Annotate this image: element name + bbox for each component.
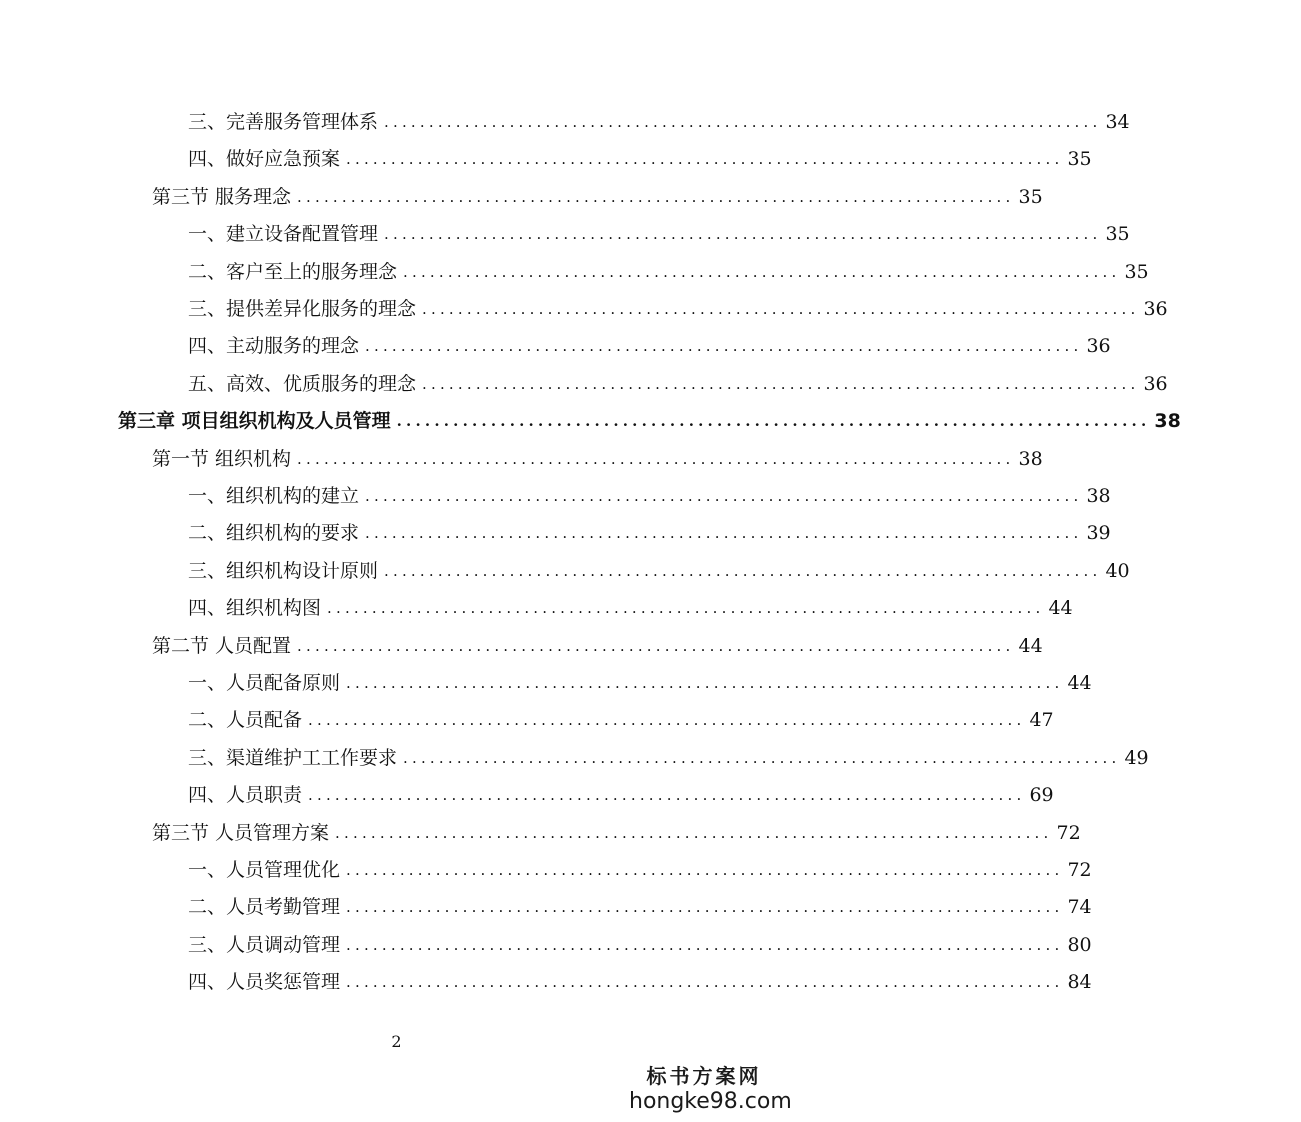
- toc-entry-label: 一、人员管理优化: [188, 859, 341, 881]
- toc-section-entry[interactable]: [0, 811, 1081, 845]
- toc-item-entry[interactable]: [0, 511, 1111, 545]
- toc-entry-label: 三、人员调动管理: [188, 933, 341, 956]
- toc-item-entry[interactable]: [0, 549, 1130, 583]
- toc-entry-label: 二、组织机构的要求: [188, 522, 360, 545]
- toc-page-number: 44: [1048, 597, 1073, 620]
- toc-leader-and-page: [397, 260, 1269, 284]
- toc-entry-label: 二、人员考勤管理: [188, 896, 341, 919]
- toc-dot-leader: ................................................................................: [346, 150, 1064, 169]
- toc-leader-and-page: [302, 708, 1174, 732]
- toc-page-number: 72: [1067, 859, 1092, 881]
- toc-dot-leader: ................................................................................: [297, 187, 1015, 206]
- toc-dot-leader: ................................................................................: [297, 449, 1015, 468]
- toc-entry-label: 四、做好应急预案: [188, 148, 341, 171]
- toc-leader-and-page: [359, 334, 1231, 358]
- toc-section-entry[interactable]: [0, 624, 1043, 658]
- toc-entry-label: 一、建立设备配置管理: [188, 223, 379, 246]
- toc-page-number: 84: [1067, 971, 1092, 994]
- toc-entry-label: 四、主动服务的理念: [188, 335, 360, 358]
- toc-page-number: 40: [1105, 559, 1130, 582]
- toc-page-number: 39: [1086, 522, 1111, 545]
- toc-item-entry[interactable]: [0, 250, 1149, 284]
- toc-entry-label: 三、组织机构设计原则: [188, 559, 379, 582]
- toc-entry-label: 五、高效、优质服务的理念: [188, 372, 417, 395]
- toc-item-entry[interactable]: [0, 474, 1111, 508]
- toc-dot-leader: ................................................................................: [335, 823, 1053, 842]
- toc-chapter-entry[interactable]: [0, 399, 1181, 433]
- toc-dot-leader: ................................................................................: [403, 262, 1121, 281]
- toc-page-number: 47: [1029, 709, 1054, 732]
- toc-entry-label: 一、人员配备原则: [188, 672, 341, 694]
- toc-page-number: 44: [1067, 672, 1092, 694]
- watermark-logo: [629, 1060, 792, 1114]
- toc-entry-label: 四、人员职责: [188, 784, 303, 807]
- toc-page-number: 69: [1029, 784, 1054, 807]
- toc-item-entry[interactable]: [0, 773, 1054, 807]
- page-number: 2: [391, 1032, 402, 1051]
- toc-page-number: 80: [1067, 933, 1092, 956]
- toc-page-number: 36: [1086, 335, 1111, 358]
- toc-item-entry[interactable]: [0, 736, 1149, 770]
- toc-leader-and-page: [291, 185, 1163, 209]
- toc-dot-leader: ................................................................................: [384, 561, 1102, 580]
- toc-dot-leader: ................................................................................: [403, 748, 1121, 767]
- toc-item-entry[interactable]: [0, 885, 1092, 919]
- toc-item-entry[interactable]: [0, 698, 1054, 732]
- toc-leader-and-page: [340, 147, 1212, 171]
- toc-leader-and-page: [397, 746, 1269, 770]
- toc-dot-leader: ................................................................................: [365, 487, 1083, 505]
- toc-leader-and-page: [378, 222, 1250, 246]
- toc-page-number: 44: [1018, 634, 1043, 657]
- toc-entry-label: 三、提供差异化服务的理念: [188, 298, 417, 320]
- toc-entry-label: 第一节 组织机构: [152, 447, 292, 470]
- toc-dot-leader: ................................................................................: [308, 786, 1026, 805]
- toc-item-entry[interactable]: [0, 848, 1092, 882]
- toc-page-number: 35: [1018, 185, 1043, 208]
- toc-leader-and-page: [391, 409, 1301, 433]
- toc-page-number: 35: [1124, 260, 1149, 283]
- toc-dot-leader: ................................................................................: [384, 113, 1102, 131]
- toc-page-number: 38: [1086, 485, 1111, 507]
- toc-item-entry[interactable]: [0, 324, 1111, 358]
- toc-dot-leader: ................................................................................: [346, 973, 1064, 992]
- toc-leader-and-page: [291, 634, 1163, 658]
- toc-leader-and-page: [340, 970, 1212, 994]
- watermark-url: hongke98.com: [629, 1089, 792, 1114]
- toc-dot-leader: ................................................................................: [365, 524, 1083, 543]
- toc-item-entry[interactable]: [0, 661, 1092, 695]
- toc-leader-and-page: [321, 596, 1193, 620]
- toc-item-entry[interactable]: [0, 960, 1092, 994]
- toc-dot-leader: ................................................................................: [422, 300, 1140, 318]
- toc-page-number: 38: [1018, 447, 1043, 470]
- toc-dot-leader: ................................................................................: [346, 898, 1064, 917]
- toc-entry-label: 一、组织机构的建立: [188, 485, 360, 507]
- toc-leader-and-page: [416, 372, 1288, 396]
- toc-entry-label: 二、人员配备: [188, 709, 303, 732]
- toc-section-entry[interactable]: [0, 175, 1043, 209]
- toc-item-entry[interactable]: [0, 923, 1092, 957]
- toc-entry-label: 第三节 人员管理方案: [152, 821, 330, 844]
- toc-leader-and-page: [359, 521, 1231, 545]
- toc-dot-leader: ................................................................................: [308, 711, 1026, 730]
- toc-item-entry[interactable]: [0, 287, 1168, 321]
- toc-item-entry[interactable]: [0, 100, 1130, 134]
- toc-dot-leader: ................................................................................: [346, 935, 1064, 954]
- toc-dot-leader: ................................................................................: [346, 861, 1064, 879]
- toc-leader-and-page: [340, 895, 1212, 919]
- toc-page-number: 49: [1124, 746, 1149, 769]
- toc-leader-and-page: [340, 858, 1212, 882]
- toc-entry-label: 第二节 人员配置: [152, 634, 292, 657]
- toc-leader-and-page: [340, 933, 1212, 957]
- toc-dot-leader: ................................................................................: [384, 225, 1102, 244]
- toc-page-number: 74: [1067, 896, 1092, 919]
- toc-dot-leader: ................................................................................: [327, 599, 1045, 618]
- toc-entry-label: 三、完善服务管理体系: [188, 111, 379, 133]
- toc-page-number: 38: [1154, 410, 1181, 433]
- watermark-title: 标书方案网: [646, 1064, 762, 1088]
- toc-leader-and-page: [416, 297, 1288, 321]
- toc-leader-and-page: [378, 559, 1250, 583]
- toc-page-number: 72: [1056, 821, 1081, 844]
- toc-page-number: 34: [1105, 111, 1130, 133]
- toc-entry-label: 四、组织机构图: [188, 597, 322, 620]
- toc-item-entry[interactable]: [0, 362, 1168, 396]
- toc-entry-label: 四、人员奖惩管理: [188, 971, 341, 994]
- toc-section-entry[interactable]: [0, 437, 1043, 471]
- toc-leader-and-page: [359, 484, 1231, 508]
- toc-leader-and-page: [340, 671, 1212, 695]
- toc-item-entry[interactable]: [0, 212, 1130, 246]
- toc-page-number: 35: [1067, 148, 1092, 171]
- toc-page-number: 36: [1143, 298, 1168, 320]
- toc-dot-leader: ................................................................................: [365, 337, 1083, 356]
- toc-dot-leader: ................................................................................: [396, 412, 1151, 431]
- toc-entry-label: 二、客户至上的服务理念: [188, 260, 398, 283]
- toc-dot-leader: ................................................................................: [422, 374, 1140, 393]
- toc-entry-label: 第三节 服务理念: [152, 185, 292, 208]
- toc-entry-label: 第三章 项目组织机构及人员管理: [118, 410, 391, 433]
- toc-entry-label: 三、渠道维护工工作要求: [188, 746, 398, 769]
- toc-dot-leader: ................................................................................: [346, 674, 1064, 692]
- toc-leader-and-page: [291, 447, 1163, 471]
- toc-leader-and-page: [329, 821, 1201, 845]
- toc-leader-and-page: [302, 783, 1174, 807]
- toc-item-entry[interactable]: [0, 586, 1073, 620]
- toc-item-entry[interactable]: [0, 137, 1092, 171]
- toc-dot-leader: ................................................................................: [297, 636, 1015, 655]
- toc-leader-and-page: [378, 110, 1250, 134]
- toc-page-number: 36: [1143, 372, 1168, 395]
- toc-page-number: 35: [1105, 223, 1130, 246]
